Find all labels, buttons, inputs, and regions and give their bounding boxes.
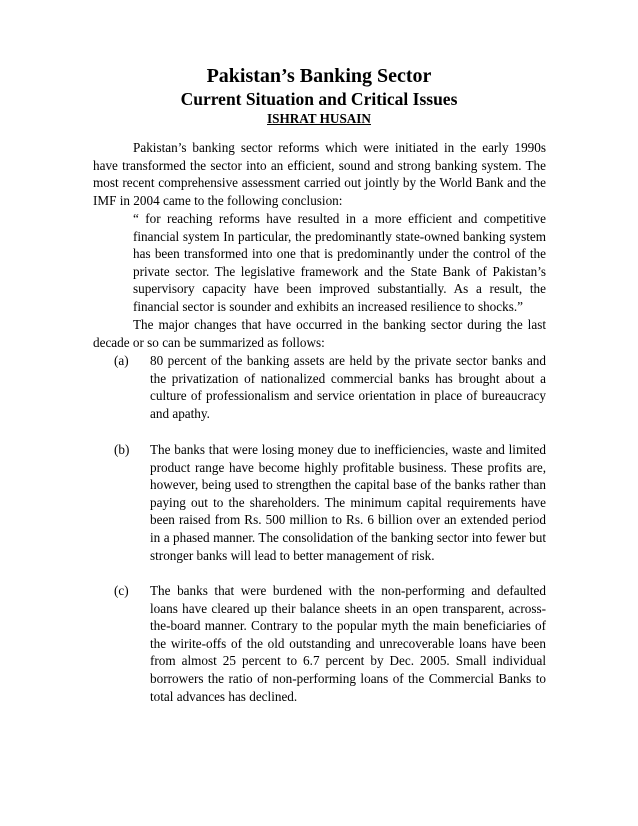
list-item-text-c: The banks that were burdened with the non-performing and defaulted loans have cleared up their balance sheets in an open transparent, across-the-board manner. Contrary to the popular myth the main beneficiaries of the wirite-offs of the old outstanding and unrecoverable loans have been from almost 25 percent to 6.7 percent by Dec. 2005. Small individual borrowers the ratio of non-performing loans of the Commercial Banks to total advances has declined. [150, 583, 546, 704]
list-item-text-b: The banks that were losing money due to inefficiencies, waste and limited product range have become highly profitable business. These profits are, however, being used to strengthen the capital base of the banks rather than paying out to the shareholders. The minimum capital requirements have been raised from Rs. 500 million to Rs. 6 billion over an extended period in a phased manner. The consolidation of the banking sector into fewer but stronger banks will lead to better management of risk. [150, 442, 546, 563]
intro-paragraph: Pakistan’s banking sector reforms which were initiated in the early 1990s have transformed the sector into an efficient, sound and strong banking system. The most recent comprehensive assessment carried out jointly by the World Bank and the IMF in 2004 came to the following conclusion: [93, 140, 546, 208]
document-title: Pakistan’s Banking Sector [206, 65, 432, 87]
list-item-label-a: (a) [114, 353, 129, 368]
list-item-text-a: 80 percent of the banking assets are held by the private sector banks and the privatization of nationalized commercial banks has brought about a culture of professionalism and service orientation in place of bureaucracy and apathy. [150, 353, 546, 421]
list-item-label-b: (b) [114, 442, 130, 457]
document-subtitle: Current Situation and Critical Issues [180, 89, 458, 109]
changes-intro-paragraph: The major changes that have occurred in the banking sector during the last decade or so can be summarized as follows: [93, 317, 546, 350]
list-item-label-c: (c) [114, 583, 129, 598]
block-quote: “ for reaching reforms have resulted in a more efficient and competitive financial system In particular, the predominantly state-owned banking system has been transformed into one that is predominantly under the control of the private sector. The legislative framework and the State Bank of Pakistan’s supervisory capacity have been improved substantially. As a result, the financial sector is sounder and exhibits an increased resilience to shocks.” [133, 211, 546, 314]
author-name: ISHRAT HUSAIN [267, 111, 371, 126]
